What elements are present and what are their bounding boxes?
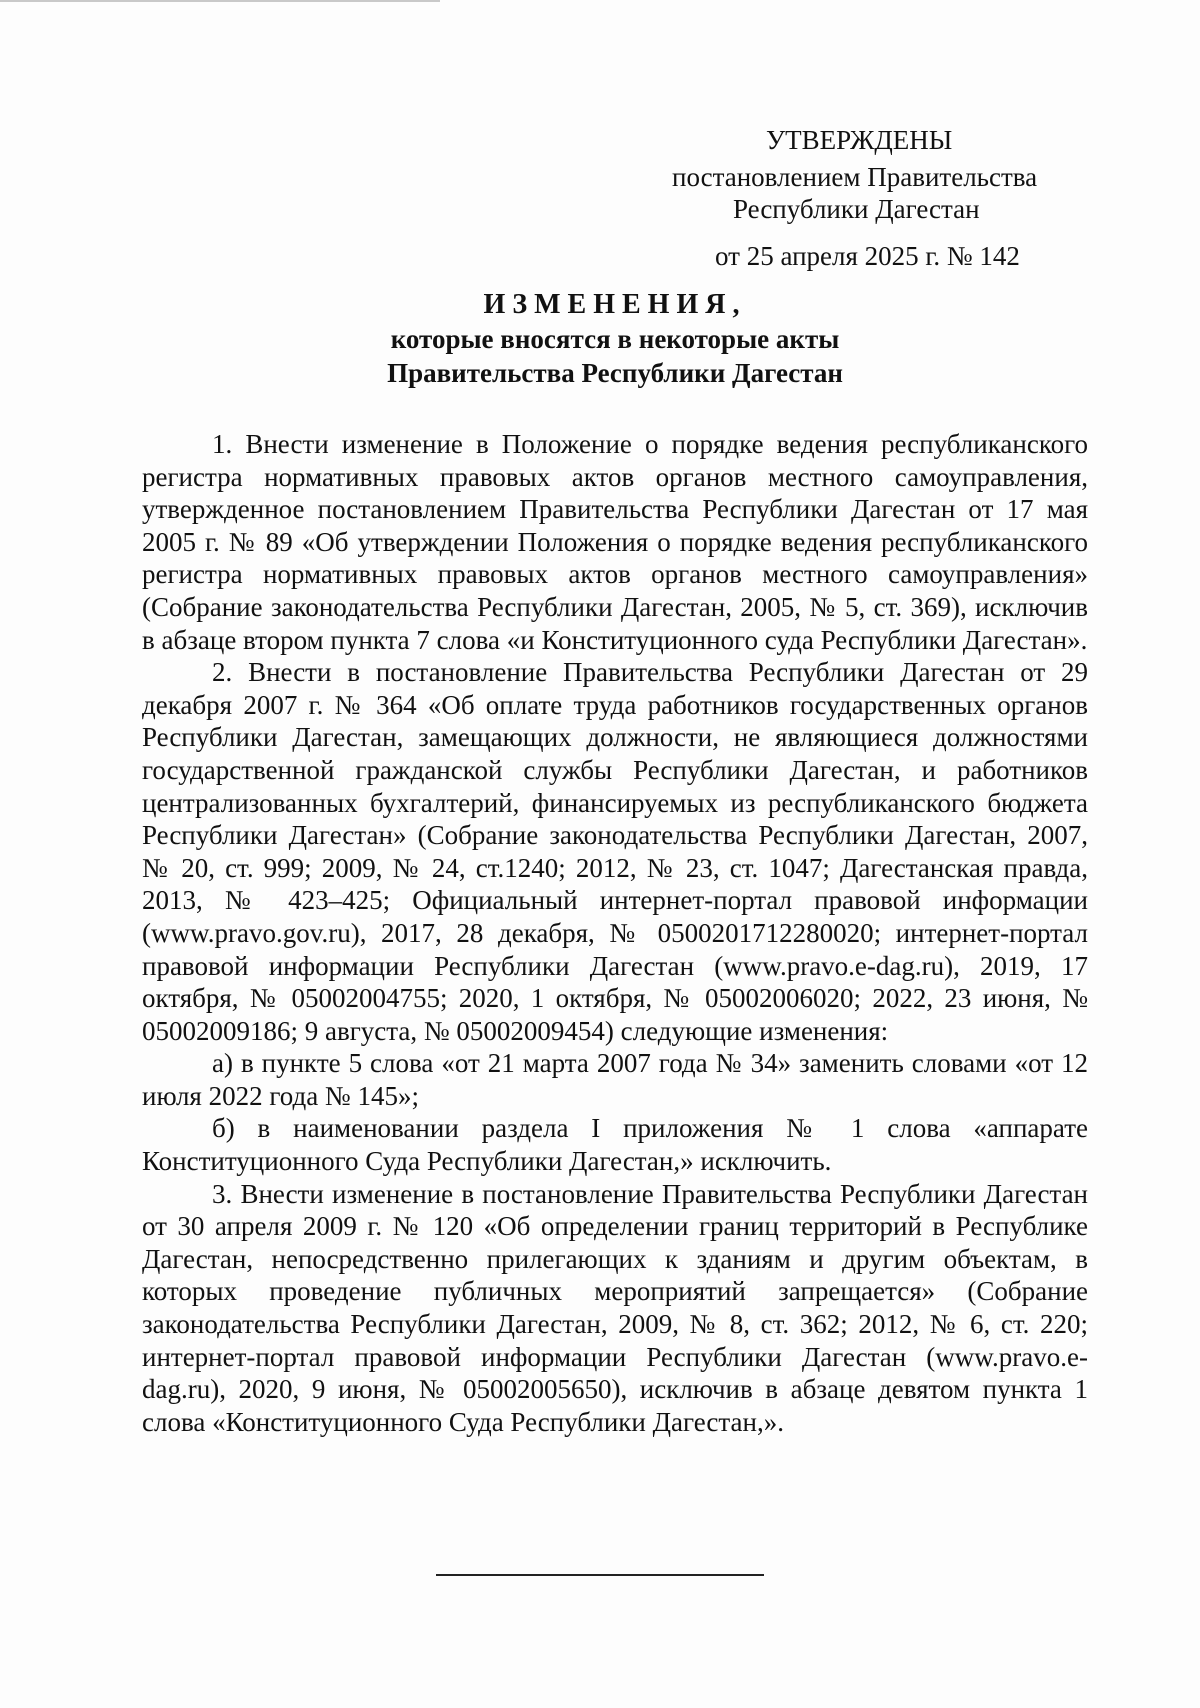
- approval-title: УТВЕРЖДЕНЫ: [766, 125, 953, 155]
- paragraph-item-2b: б) в наименовании раздела I приложения № 1 слова «аппарате Конституционного Суда Республики Дагестан,» исключить.: [142, 1113, 1088, 1177]
- document-title: ИЗМЕНЕНИЯ,: [483, 289, 747, 320]
- approval-line-2: Республики Дагестан: [733, 194, 980, 224]
- approval-date: от 25 апреля 2025 г. № 142: [715, 241, 1020, 271]
- end-of-document-rule: [436, 1574, 764, 1576]
- paragraph-item-1: 1. Внести изменение в Положение о порядке ведения республиканского регистра нормативных правовых актов органов местного самоуправления, утвержденное постановлением Правительства Республики Дагестан от 17 мая 2005 г. № 89 «Об утверждении Положения о порядке ведения республиканского регистра нормативных правовых актов органов местного самоуправления» (Собрание законодательства Республики Дагестан, 2005, № 5, ст. 369), исключив в абзаце втором пункта 7 слова «и Конституционного суда Республики Дагестан».: [142, 429, 1088, 655]
- document-subtitle-line-2: Правительства Республики Дагестан: [387, 358, 843, 388]
- document-subtitle-line-1: которые вносятся в некоторые акты: [390, 324, 840, 354]
- approval-line-1: постановлением Правительства: [672, 162, 1038, 192]
- document-heading: [140, 288, 1090, 390]
- paragraph-item-2: 2. Внести в постановление Правительства Республики Дагестан от 29 декабря 2007 г. № 364 «Об оплате труда работников государственных органов Республики Дагестан, замещающих должности, не являющиеся должностями государственной гражданской службы Республики Дагестан, и работников централизованных бухгалтерий, финансируемых из республиканского бюджета Республики Дагестан» (Собрание законодательства Республики Дагестан, 2007, № 20, ст. 999; 2009, № 24, ст.1240; 2012, № 23, ст. 1047; Дагестанская правда, 2013, № 423–425; Официальный интернет-портал правовой информации (www.pravo.gov.ru), 2017, 28 декабря, № 0500201712280020; интернет-портал правовой информации Республики Дагестан (www.pravo.e-dag.ru), 2019, 17 октября, № 05002004755; 2020, 1 октября, № 05002006020; 2022, 23 июня, № 05002009186; 9 августа, № 05002009454) следующие изменения:: [142, 657, 1088, 1046]
- paragraph-item-3: 3. Внести изменение в постановление Правительства Республики Дагестан от 30 апреля 2009 г. № 120 «Об определении границ территорий в Республике Дагестан, непосредственно прилегающих к зданиям и другим объектам, в которых проведение публичных мероприятий запрещается» (Собрание законодательства Республики Дагестан, 2009, № 8, ст. 362; 2012, № 6, ст. 220; интернет-портал правовой информации Республики Дагестан (www.pravo.e-dag.ru), 2020, 9 июня, № 05002005650), исключив в абзаце девятом пункта 1 слова «Конституционного Суда Республики Дагестан,».: [142, 1178, 1088, 1437]
- document-body: [142, 428, 1088, 1438]
- paragraph-item-2a: а) в пункте 5 слова «от 21 марта 2007 года № 34» заменить словами «от 12 июля 2022 года № 145»;: [142, 1048, 1088, 1111]
- scan-edge-line: [0, 0, 440, 2]
